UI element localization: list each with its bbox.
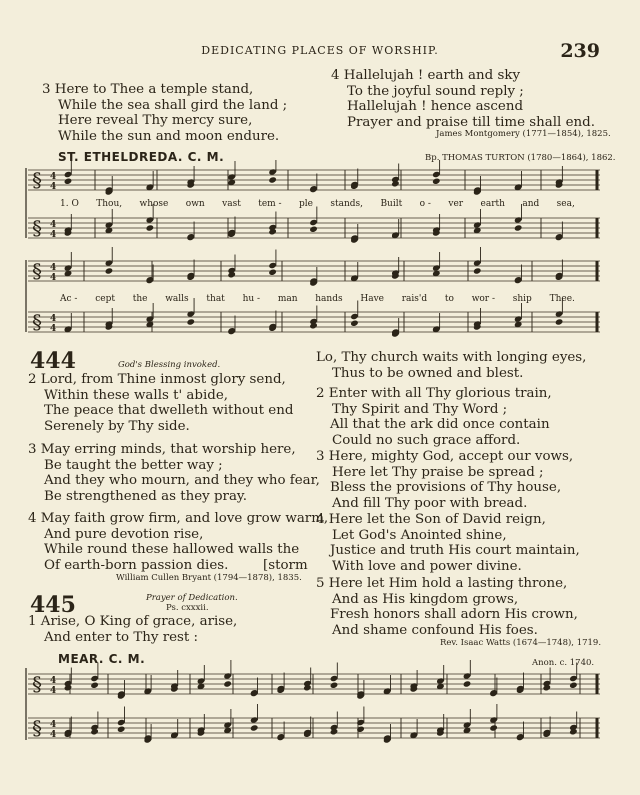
staff-bass-mear — [28, 704, 600, 744]
hymn445-verse-3: 3 Here, mighty God, accept our vows, Here let Thy praise be spread ; Bless the provisions of Thy house, And fill Thy poor with bread. — [316, 449, 574, 511]
hymn444-verse-3: 3 May erring minds, that worship here, Be taught the better way ; And they who mourn, and they who fear, Be strengthened as they pray. — [28, 442, 320, 504]
lyric1-syllable: own — [185, 199, 205, 209]
clef-icon: § — [32, 310, 42, 334]
staff-treble-mear — [28, 660, 600, 700]
note-head — [432, 178, 441, 185]
time-signature-top: 4 — [50, 720, 57, 730]
lyric1-syllable: Thou, — [96, 199, 123, 209]
note-head — [64, 178, 73, 185]
prev-hymn-verse-3: 3 Here to Thee a temple stand, While the sea shall gird the land ; Here reveal Thy mercy sure, While the sun and moon endure. — [42, 82, 288, 144]
page-number: 239 — [560, 40, 600, 62]
hymn445-attribution: Rev. Isaac Watts (1674—1748), 1719. — [440, 638, 602, 648]
tune2-composer: Anon. c. 1740. — [532, 658, 595, 668]
lyric2-syllable: cept — [95, 294, 115, 304]
lyric2-syllable: to — [444, 294, 454, 304]
clef-icon: § — [32, 216, 42, 240]
note-head — [473, 267, 482, 274]
lyric2-syllable: the — [132, 294, 148, 304]
tune1-composer: Bp. THOMAS TURTON (1780—1864), 1862. — [425, 153, 616, 163]
lyric2-syllable: ship — [512, 294, 532, 304]
time-signature-top: 4 — [50, 172, 57, 182]
hymn445-verse-5: 5 Here let Him hold a lasting throne, And as His kingdom grows, Fresh honors shall adorn His crown, And shame confound His foes. — [316, 576, 578, 638]
lyric1-syllable: ver — [448, 199, 464, 209]
lyric2-syllable: Ac - — [60, 294, 78, 304]
staff-treble-1 — [28, 160, 600, 196]
clef-icon: § — [32, 716, 42, 740]
lyric1-syllable: ple — [299, 199, 313, 209]
note-head — [350, 320, 359, 327]
note-head — [268, 269, 277, 276]
hymn444-attribution: William Cullen Bryant (1794—1878), 1835. — [116, 573, 302, 583]
lyric1-syllable: 1. O — [60, 199, 79, 209]
hymn445-verse-1-cont: Lo, Thy church waits with longing eyes, Thus to be owned and blest. — [316, 350, 587, 381]
lyric1-syllable: tem - — [258, 199, 282, 209]
lyric2-syllable: rais'd — [401, 294, 428, 304]
hymn445-psalm: Ps. cxxxii. — [166, 603, 209, 613]
time-signature-top: 4 — [50, 676, 57, 686]
lyric1-syllable: sea, — [556, 199, 575, 209]
note-head — [146, 224, 155, 231]
note-head — [250, 724, 259, 731]
hymn-number-444: 444 — [30, 348, 76, 374]
time-signature-bottom: 4 — [50, 730, 57, 740]
clef-icon: § — [32, 259, 42, 283]
staff-treble-2 — [28, 247, 600, 287]
tune-name-mear: MEAR. C. M. — [58, 652, 146, 666]
note-head — [117, 726, 126, 733]
lyric2-syllable: walls — [165, 294, 189, 304]
prev-hymn-verse-4: 4 Hallelujah ! earth and sky To the joyful sound reply ; Hallelujah ! hence ascend Prayer and praise till time shall end. — [331, 68, 595, 130]
hymn445-subtitle: Prayer of Dedication. — [146, 593, 238, 603]
lyric1-syllable: o - — [419, 199, 431, 209]
hymn444-storm-carryover: [storm — [263, 558, 308, 573]
prev-hymn-attribution: James Montgomery (1771—1854), 1825. — [436, 129, 611, 139]
note-head — [105, 267, 114, 274]
hymn-number-445: 445 — [30, 592, 76, 618]
lyric1-syllable: earth — [480, 199, 505, 209]
hymn445-verse-2: 2 Enter with all Thy glorious train, Thy Spirit and Thy Word ; All that the ark did once contain Could no such grace afford. — [316, 386, 552, 448]
lyric1-syllable: whose — [139, 199, 169, 209]
hymn445-verse-1: 1 Arise, O King of grace, arise, And enter to Thy rest : — [28, 614, 238, 645]
note-head — [330, 682, 339, 689]
time-signature-top: 4 — [50, 220, 57, 230]
lyric1-syllable: and — [522, 199, 540, 209]
lyric2-syllable: hu - — [242, 294, 261, 304]
time-signature-bottom: 4 — [50, 324, 57, 334]
note-head — [90, 682, 99, 689]
time-signature-top: 4 — [50, 263, 57, 273]
tune1-lyrics-line2 — [60, 294, 575, 304]
time-signature-bottom: 4 — [50, 686, 57, 696]
hymn444-verse-2: 2 Lord, from Thine inmost glory send, Within these walls t' abide, The peace that dwelleth without end Serenely by Thy side. — [28, 372, 294, 434]
lyric2-syllable: hands — [315, 294, 343, 304]
music-score-st-etheldreda — [0, 160, 640, 350]
staff-bass-1 — [28, 204, 600, 244]
note-head — [223, 680, 232, 687]
note-head — [489, 724, 498, 731]
lyric1-syllable: Built — [380, 199, 403, 209]
time-signature-bottom: 4 — [50, 273, 57, 283]
clef-icon: § — [32, 168, 42, 192]
hymn444-verse-4: 4 May faith grow firm, and love grow warm, And pure devotion rise, While round these hallowed walls the Of earth-born passion dies. — [28, 511, 329, 573]
lyric1-syllable: stands, — [330, 199, 364, 209]
hymn444-subtitle: God's Blessing invoked. — [118, 360, 221, 370]
note-head — [463, 680, 472, 687]
note-head — [514, 224, 523, 231]
clef-icon: § — [32, 672, 42, 696]
note-head — [309, 226, 318, 233]
time-signature-bottom: 4 — [50, 182, 57, 192]
music-score-mear — [0, 660, 640, 760]
time-signature-bottom: 4 — [50, 230, 57, 240]
lyric2-syllable: Thee. — [549, 294, 575, 304]
note-head — [268, 176, 277, 183]
hymn445-verse-4: 4 Here let the Son of David reign, Let God's Anointed shine, Justice and truth His court maintain, With love and power divine. — [316, 512, 580, 574]
lyric2-syllable: Have — [360, 294, 384, 304]
running-header: DEDICATING PLACES OF WORSHIP. — [201, 44, 439, 57]
lyric2-syllable: wor - — [471, 294, 496, 304]
time-signature-top: 4 — [50, 314, 57, 324]
lyric2-syllable: man — [277, 294, 298, 304]
note-head — [569, 682, 578, 689]
tune1-lyrics-line1 — [60, 199, 575, 209]
note-head — [555, 318, 564, 325]
lyric2-syllable: that — [206, 294, 225, 304]
tune-name-st-etheldreda: ST. ETHELDREDA. C. M. — [58, 150, 225, 164]
lyric1-syllable: vast — [222, 199, 241, 209]
note-head — [186, 318, 195, 325]
